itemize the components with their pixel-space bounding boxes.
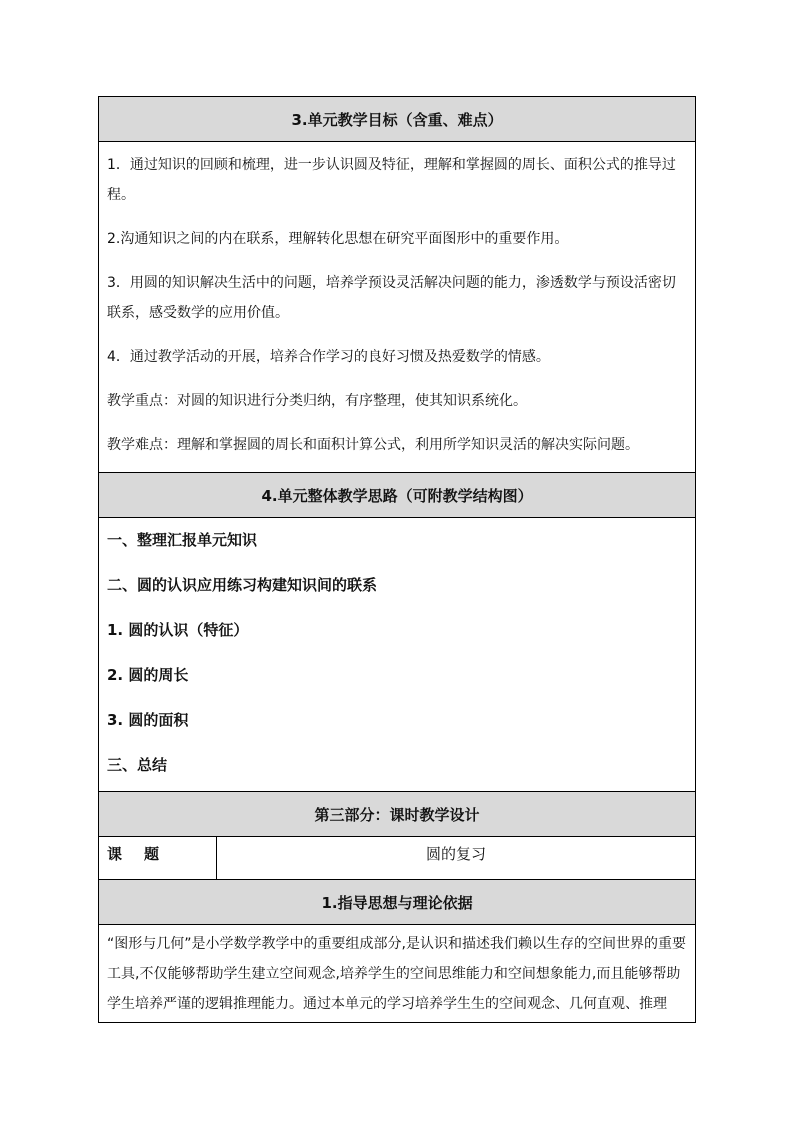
objective-1: 1．通过知识的回顾和梳理，进一步认识圆及特征，理解和掌握圆的周长、面积公式的推导过程。 [107, 157, 676, 203]
part3-header: 第三部分：课时教学设计 [99, 792, 696, 837]
section4-header: 4.单元整体教学思路（可附教学结构图） [99, 473, 696, 518]
outline-item: 2. 圆的周长 [107, 666, 189, 684]
section3-body [99, 142, 696, 473]
key-point: 教学重点：对圆的知识进行分类归纳，有序整理，使其知识系统化。 [107, 393, 527, 409]
objective-4: 4．通过教学活动的开展，培养合作学习的良好习惯及热爱数学的情感。 [107, 349, 550, 365]
section1-body [99, 925, 696, 1023]
section4-body [99, 518, 696, 792]
document-table-wrapper [98, 96, 695, 1023]
topic-label-part2: 题 [144, 845, 160, 863]
topic-value: 圆的复习 [217, 837, 696, 880]
outline-item: 三、总结 [107, 756, 168, 774]
lesson-plan-table [98, 96, 696, 1023]
objective-2: 2.沟通知识之间的内在联系，理解转化思想在研究平面图形中的重要作用。 [107, 231, 569, 247]
section3-header: 3.单元教学目标（含重、难点） [99, 97, 696, 142]
outline-item: 1. 圆的认识（特征） [107, 621, 249, 639]
outline-item: 一、整理汇报单元知识 [107, 531, 258, 549]
section1-header: 1.指导思想与理论依据 [99, 880, 696, 925]
topic-label [99, 837, 217, 880]
difficult-point: 教学难点：理解和掌握圆的周长和面积计算公式，利用所学知识灵活的解决实际问题。 [107, 437, 639, 453]
outline-item: 二、圆的认识应用练习构建知识间的联系 [107, 576, 378, 594]
objective-3: 3．用圆的知识解决生活中的问题，培养学预设灵活解决问题的能力，渗透数学与预设活密切联系，感受数学的应用价值。 [107, 275, 676, 321]
topic-label-part1: 课 [107, 845, 123, 863]
guiding-text: “图形与几何”是小学数学教学中的重要组成部分,是认识和描述我们赖以生存的空间世界的重要工具,不仅能够帮助学生建立空间观念,培养学生的空间思维能力和空间想象能力,而且能够帮助学生培养严谨的逻辑推理能力。通过本单元的学习培养学生生的空间观念、几何直观、推理 [107, 936, 686, 1012]
outline-item: 3. 圆的面积 [107, 711, 189, 729]
